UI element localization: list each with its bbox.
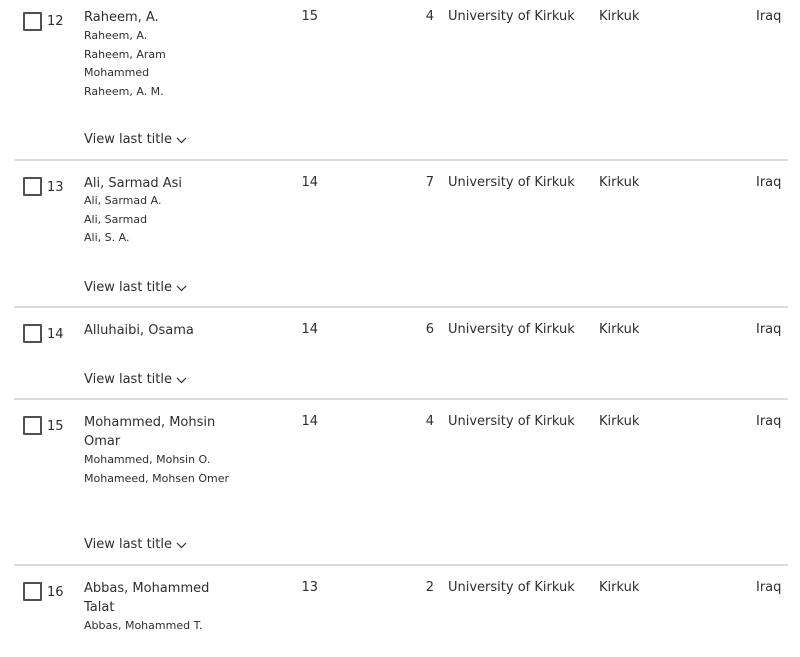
name-variant: Raheem, Aram Mohammed bbox=[84, 47, 166, 79]
name-variant: Ali, Sarmad bbox=[84, 212, 148, 226]
country: Iraq bbox=[756, 580, 782, 595]
chevron-down-icon bbox=[176, 136, 187, 144]
affiliation: University of Kirkuk bbox=[448, 9, 575, 24]
table-row bbox=[14, 566, 788, 657]
city: Kirkuk bbox=[599, 322, 640, 337]
row-index: 14 bbox=[47, 327, 64, 342]
h-index: 4 bbox=[425, 9, 434, 24]
city: Kirkuk bbox=[599, 414, 640, 429]
row-select-checkbox[interactable] bbox=[23, 416, 42, 435]
country: Iraq bbox=[756, 322, 782, 337]
view-last-title-button[interactable] bbox=[84, 132, 187, 147]
city: Kirkuk bbox=[599, 580, 640, 595]
row-index: 13 bbox=[47, 180, 64, 195]
view-last-title-button[interactable] bbox=[84, 537, 187, 552]
row-index: 12 bbox=[47, 14, 64, 29]
documents-count: 14 bbox=[301, 414, 318, 429]
documents-count: 14 bbox=[301, 322, 318, 337]
row-index: 16 bbox=[47, 585, 64, 600]
country: Iraq bbox=[756, 175, 782, 190]
documents-count: 13 bbox=[301, 580, 318, 595]
author-name[interactable]: Raheem, A. bbox=[84, 10, 159, 25]
table-row bbox=[14, 161, 788, 307]
view-last-title-label: View last title bbox=[84, 280, 172, 295]
table-row bbox=[14, 308, 788, 399]
row-select-checkbox[interactable] bbox=[23, 177, 42, 196]
h-index: 6 bbox=[425, 322, 434, 337]
author-name-variants bbox=[84, 451, 234, 488]
author-name-variants bbox=[84, 617, 234, 636]
h-index: 7 bbox=[425, 175, 434, 190]
affiliation: University of Kirkuk bbox=[448, 414, 575, 429]
row-select-checkbox[interactable] bbox=[23, 582, 42, 601]
author-name[interactable]: Ali, Sarmad Asi bbox=[84, 176, 183, 191]
author-name-variants bbox=[84, 192, 234, 248]
view-last-title-button[interactable] bbox=[84, 372, 187, 387]
h-index: 2 bbox=[425, 580, 434, 595]
documents-count: 15 bbox=[301, 9, 318, 24]
affiliation: University of Kirkuk bbox=[448, 580, 575, 595]
chevron-down-icon bbox=[176, 541, 187, 549]
name-variant: Mohameed, Mohsen Omer bbox=[84, 471, 229, 485]
name-variant: Ali, Sarmad A. bbox=[84, 194, 162, 207]
table-row bbox=[14, 0, 788, 160]
documents-count: 14 bbox=[301, 175, 318, 190]
affiliation: University of Kirkuk bbox=[448, 175, 575, 190]
author-name[interactable]: Mohammed, Mohsin Omar bbox=[84, 415, 216, 449]
city: Kirkuk bbox=[599, 9, 640, 24]
city: Kirkuk bbox=[599, 175, 640, 190]
author-name[interactable]: Abbas, Mohammed Talat bbox=[84, 581, 210, 615]
author-name-variants bbox=[84, 27, 234, 101]
view-last-title-label: View last title bbox=[84, 132, 172, 147]
author-name[interactable]: Alluhaibi, Osama bbox=[84, 323, 194, 338]
name-variant: Abbas, Mohammed T. bbox=[84, 619, 203, 632]
view-last-title-label: View last title bbox=[84, 537, 172, 552]
name-variant: Mohammed, Mohsin O. bbox=[84, 453, 211, 466]
affiliation: University of Kirkuk bbox=[448, 322, 575, 337]
view-last-title-button[interactable] bbox=[84, 280, 187, 295]
table-row bbox=[14, 400, 788, 565]
name-variant: Raheem, A. bbox=[84, 29, 148, 42]
view-last-title-label: View last title bbox=[84, 372, 172, 387]
name-variant: Ali, S. A. bbox=[84, 231, 130, 244]
row-index: 15 bbox=[47, 419, 64, 434]
name-variant: Raheem, A. M. bbox=[84, 84, 164, 98]
h-index: 4 bbox=[425, 414, 434, 429]
country: Iraq bbox=[756, 9, 782, 24]
row-select-checkbox[interactable] bbox=[23, 12, 42, 31]
row-select-checkbox[interactable] bbox=[23, 324, 42, 343]
country: Iraq bbox=[756, 414, 782, 429]
chevron-down-icon bbox=[176, 376, 187, 384]
chevron-down-icon bbox=[176, 284, 187, 292]
